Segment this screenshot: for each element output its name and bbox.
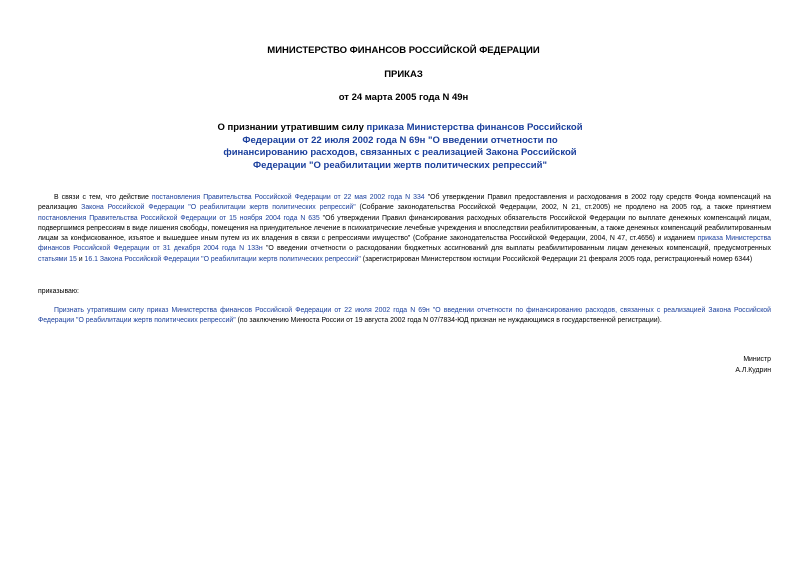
order-directive: приказываю: xyxy=(38,288,79,295)
preamble-text: (зарегистрирован Министерством юстиции Российской Федерации 21 февраля 2005 года, регистрационный номер 6344) xyxy=(360,255,753,263)
preamble-paragraph xyxy=(38,193,771,265)
signature-block xyxy=(651,355,771,376)
document-title xyxy=(200,122,600,172)
link-order-69n[interactable]: Признать утратившим силу приказ Министерства финансов Российской Федерации от 22 июля 2002 года N 69н "О введении отчетности по финансированию расходов, связанных с реализацией Закона Российской Федерации "О реабилитации жертв политических репрессий" xyxy=(38,307,771,325)
link-resolution-635[interactable]: постановления Правительства Российской Федерации от 15 ноября 2004 года N 635 xyxy=(38,214,320,222)
preamble-text: "Об утверждении Правил финансирования расходных обязательств Российской Федерации по выплате денежных компенсаций лицам, подвергшимся репрессиям в виде лишения свободы, помещения на принудительное лечение в психиатрические лечебные учреждения и впоследствии реабилитированным, а также денежных компенсаций реабилитированным лицам за конфискованное, изъятое и вышедшее иным путем из их владения в связи с репрессиями имущество" (Собрание законодательства Российской Федерации, 2004, N 47, ст.4656) и изданием xyxy=(38,214,771,243)
signature-position: Министр xyxy=(743,356,771,363)
preamble-text: (Собрание законодательства Российской Федерации, 2002, N 21, ст.2005) не продлено на 2005 год, а также принятием xyxy=(355,204,771,212)
order-heading: ПРИКАЗ xyxy=(384,69,423,80)
title-prefix: О признании утратившим силу xyxy=(217,122,367,133)
title-link[interactable]: приказа Министерства финансов Российской Федерации от 22 июля 2002 года N 69н "О введении отчетности по финансированию расходов, связанных с реализацией Закона Российской Федерации "О реабилитации жертв политических репрессий" xyxy=(223,122,583,171)
preamble-text: и xyxy=(76,255,85,263)
preamble-text: В связи с тем, что действие xyxy=(54,194,152,201)
signature-name: А.Л.Кудрин xyxy=(735,366,771,374)
order-clause xyxy=(38,306,771,327)
link-article-16-1[interactable]: 16.1 Закона Российской Федерации "О реабилитации жертв политических репрессий" xyxy=(84,255,361,263)
clause-text: (по заключению Минюста России от 19 августа 2002 года N 07/7834-ЮД признан не нуждающимся в государственной регистрации). xyxy=(235,317,662,325)
ministry-heading: МИНИСТЕРСТВО ФИНАНСОВ РОССИЙСКОЙ ФЕДЕРАЦИИ xyxy=(267,45,540,56)
order-date: от 24 марта 2005 года N 49н xyxy=(338,92,469,103)
link-order-133n[interactable]: приказа Министерства финансов Российской Федерации от 31 декабря 2004 года N 133н xyxy=(38,235,771,253)
link-resolution-334[interactable]: постановления Правительства Российской Федерации от 22 мая 2002 года N 334 xyxy=(151,194,425,201)
preamble-text: "Об утверждении Правил предоставления и расходования в 2002 году средств Фонда компенсаций на реализацию xyxy=(38,194,771,212)
link-rehabilitation-law[interactable]: Закона Российской Федерации "О реабилитации жертв политических репрессий" xyxy=(81,204,356,212)
preamble-text: "О введении отчетности о расходовании бюджетных ассигнований для выплаты реабилитированным лицам денежных компенсаций, предусмотренных xyxy=(262,245,771,253)
link-article-15[interactable]: статьями 15 xyxy=(38,255,77,263)
